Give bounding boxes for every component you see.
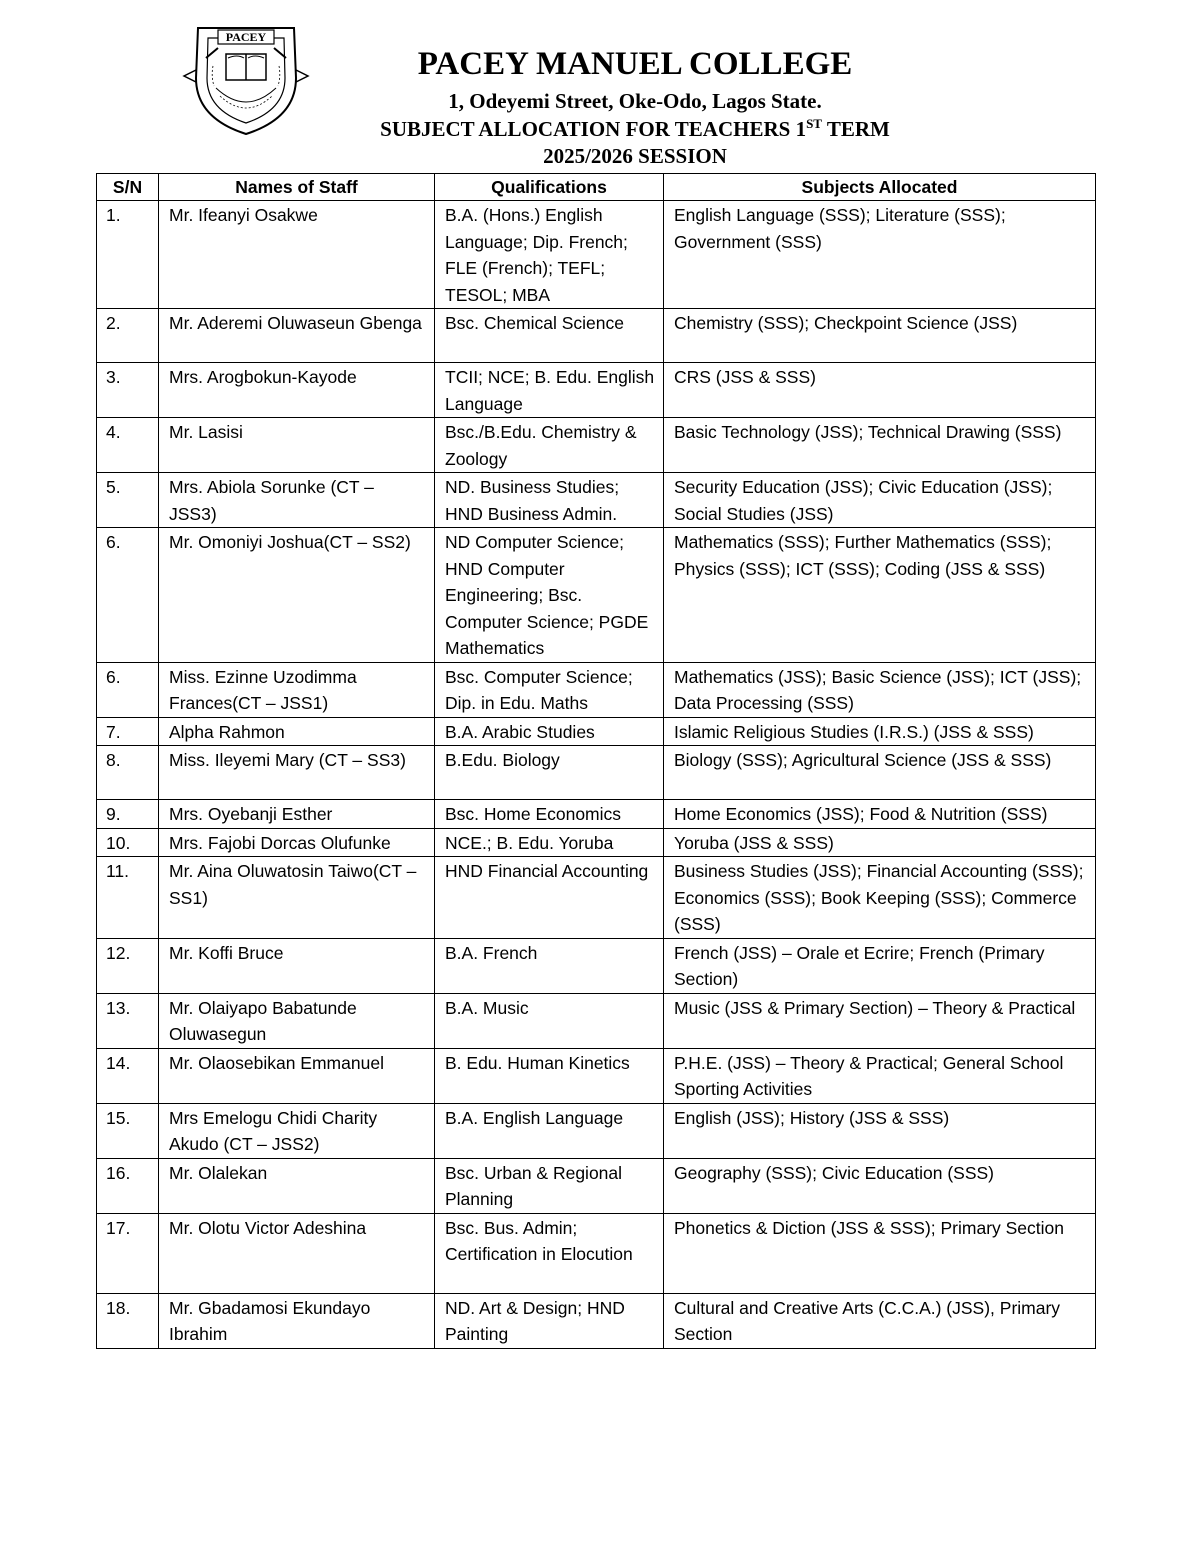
cell-staff-name: Mr. Aderemi Oluwaseun Gbenga [159,309,435,363]
cell-subjects: English Language (SSS); Literature (SSS); Government (SSS) [664,201,1096,309]
cell-sn: 7. [97,717,159,746]
cell-subjects: Phonetics & Diction (JSS & SSS); Primary Section [664,1213,1096,1293]
cell-subjects: English (JSS); History (JSS & SSS) [664,1103,1096,1158]
table-header-row [97,174,1096,201]
subject-allocation-table [96,173,1096,1349]
cell-sn: 15. [97,1103,159,1158]
cell-staff-name: Mr. Ifeanyi Osakwe [159,201,435,309]
table-row [97,363,1096,418]
cell-qualifications: NCE.; B. Edu. Yoruba [435,828,664,857]
cell-sn: 8. [97,746,159,800]
cell-sn: 5. [97,473,159,528]
cell-subjects: Mathematics (JSS); Basic Science (JSS); ICT (JSS); Data Processing (SSS) [664,662,1096,717]
table-row [97,662,1096,717]
cell-qualifications: ND Computer Science; HND Computer Engineering; Bsc. Computer Science; PGDE Mathematics [435,528,664,663]
table-row [97,857,1096,939]
cell-staff-name: Mr. Olotu Victor Adeshina [159,1213,435,1293]
college-address: 1, Odeyemi Street, Oke-Odo, Lagos State. [448,89,822,113]
cell-sn: 17. [97,1213,159,1293]
cell-staff-name: Mrs. Arogbokun-Kayode [159,363,435,418]
cell-subjects: Cultural and Creative Arts (C.C.A.) (JSS), Primary Section [664,1293,1096,1348]
cell-subjects: Biology (SSS); Agricultural Science (JSS & SSS) [664,746,1096,800]
cell-qualifications: TCII; NCE; B. Edu. English Language [435,363,664,418]
header-sn: S/N [97,174,159,201]
cell-staff-name: Mrs. Fajobi Dorcas Olufunke [159,828,435,857]
cell-subjects: P.H.E. (JSS) – Theory & Practical; General School Sporting Activities [664,1048,1096,1103]
cell-qualifications: B.A. Music [435,993,664,1048]
table-row [97,1103,1096,1158]
cell-sn: 6. [97,662,159,717]
table-row [97,1158,1096,1213]
cell-subjects: Mathematics (SSS); Further Mathematics (SSS); Physics (SSS); ICT (SSS); Coding (JSS & SSS) [664,528,1096,663]
cell-qualifications: B.A. French [435,938,664,993]
cell-staff-name: Mr. Koffi Bruce [159,938,435,993]
cell-staff-name: Miss. Ileyemi Mary (CT – SS3) [159,746,435,800]
cell-qualifications: ND. Business Studies; HND Business Admin. [435,473,664,528]
cell-staff-name: Mrs. Abiola Sorunke (CT – JSS3) [159,473,435,528]
cell-sn: 18. [97,1293,159,1348]
table-row [97,993,1096,1048]
cell-staff-name: Mr. Olaiyapo Babatunde Oluwasegun [159,993,435,1048]
table-row [97,746,1096,800]
cell-sn: 10. [97,828,159,857]
cell-subjects: Basic Technology (JSS); Technical Drawing (SSS) [664,418,1096,473]
cell-qualifications: Bsc. Bus. Admin; Certification in Elocution [435,1213,664,1293]
cell-subjects: Music (JSS & Primary Section) – Theory & Practical [664,993,1096,1048]
cell-qualifications: ND. Art & Design; HND Painting [435,1293,664,1348]
table-row [97,800,1096,829]
cell-sn: 9. [97,800,159,829]
cell-subjects: Yoruba (JSS & SSS) [664,828,1096,857]
table-row [97,938,1096,993]
cell-subjects: Business Studies (JSS); Financial Accounting (SSS); Economics (SSS); Book Keeping (SSS); Commerce (SSS) [664,857,1096,939]
table-row [97,309,1096,363]
cell-sn: 14. [97,1048,159,1103]
cell-staff-name: Mr. Gbadamosi Ekundayo Ibrahim [159,1293,435,1348]
crest-banner-text: PACEY [225,30,267,44]
cell-subjects: Security Education (JSS); Civic Education (JSS); Social Studies (JSS) [664,473,1096,528]
cell-qualifications: Bsc. Computer Science; Dip. in Edu. Maths [435,662,664,717]
table-row [97,473,1096,528]
cell-staff-name: Mr. Olalekan [159,1158,435,1213]
cell-subjects: CRS (JSS & SSS) [664,363,1096,418]
cell-subjects: Chemistry (SSS); Checkpoint Science (JSS) [664,309,1096,363]
cell-staff-name: Mrs Emelogu Chidi Charity Akudo (CT – JSS2) [159,1103,435,1158]
cell-subjects: Islamic Religious Studies (I.R.S.) (JSS & SSS) [664,717,1096,746]
cell-staff-name: Alpha Rahmon [159,717,435,746]
cell-sn: 16. [97,1158,159,1213]
table-row [97,717,1096,746]
session-label: 2025/2026 SESSION [543,144,727,168]
cell-qualifications: Bsc./B.Edu. Chemistry & Zoology [435,418,664,473]
cell-staff-name: Mr. Olaosebikan Emmanuel [159,1048,435,1103]
table-row [97,528,1096,663]
table-row [97,418,1096,473]
cell-sn: 12. [97,938,159,993]
header-names-of-staff: Names of Staff [159,174,435,201]
table-row [97,1293,1096,1348]
cell-staff-name: Mr. Lasisi [159,418,435,473]
cell-staff-name: Mr. Omoniyi Joshua(CT – SS2) [159,528,435,663]
cell-qualifications: HND Financial Accounting [435,857,664,939]
cell-qualifications: B.Edu. Biology [435,746,664,800]
table-row [97,1048,1096,1103]
cell-qualifications: B. Edu. Human Kinetics [435,1048,664,1103]
cell-qualifications: Bsc. Home Economics [435,800,664,829]
cell-qualifications: B.A. (Hons.) English Language; Dip. French; FLE (French); TEFL; TESOL; MBA [435,201,664,309]
table-row [97,828,1096,857]
cell-sn: 6. [97,528,159,663]
cell-staff-name: Mrs. Oyebanji Esther [159,800,435,829]
cell-staff-name: Mr. Aina Oluwatosin Taiwo(CT – SS1) [159,857,435,939]
cell-sn: 2. [97,309,159,363]
table-row [97,201,1096,309]
cell-sn: 3. [97,363,159,418]
cell-sn: 4. [97,418,159,473]
table-row [97,1213,1096,1293]
cell-subjects: Geography (SSS); Civic Education (SSS) [664,1158,1096,1213]
cell-qualifications: B.A. Arabic Studies [435,717,664,746]
college-name: PACEY MANUEL COLLEGE [417,46,853,82]
cell-sn: 13. [97,993,159,1048]
cell-sn: 11. [97,857,159,939]
cell-subjects: French (JSS) – Orale et Ecrire; French (Primary Section) [664,938,1096,993]
header-qualifications: Qualifications [435,174,664,201]
cell-sn: 1. [97,201,159,309]
cell-qualifications: Bsc. Urban & Regional Planning [435,1158,664,1213]
cell-staff-name: Miss. Ezinne Uzodimma Frances(CT – JSS1) [159,662,435,717]
cell-qualifications: B.A. English Language [435,1103,664,1158]
cell-subjects: Home Economics (JSS); Food & Nutrition (SSS) [664,800,1096,829]
cell-qualifications: Bsc. Chemical Science [435,309,664,363]
document-subtitle: SUBJECT ALLOCATION FOR TEACHERS 1ST TERM [380,116,890,141]
header-subjects-allocated: Subjects Allocated [664,174,1096,201]
